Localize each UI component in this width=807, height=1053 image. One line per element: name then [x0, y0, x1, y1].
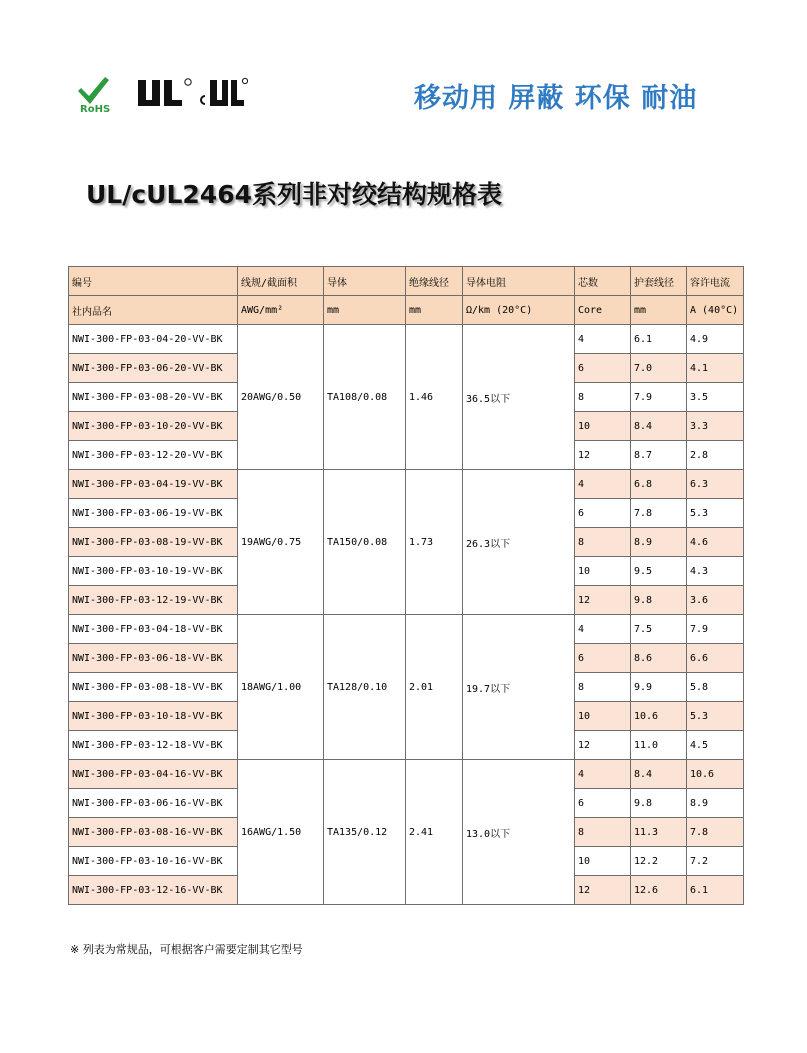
insulation-cell: 2.41: [406, 760, 463, 905]
core-cell: 12: [575, 876, 631, 905]
resistance-cell: 36.5以下: [463, 325, 575, 470]
current-cell: 6.3: [687, 470, 744, 499]
jacket-cell: 6.1: [631, 325, 687, 354]
core-cell: 6: [575, 789, 631, 818]
part-number-cell: NWI-300-FP-03-06-16-VV-BK: [69, 789, 238, 818]
gauge-cell: 18AWG/1.00: [238, 615, 324, 760]
part-number-cell: NWI-300-FP-03-08-20-VV-BK: [69, 383, 238, 412]
page-title: UL/cUL2464系列非对绞结构规格表: [86, 180, 502, 209]
current-cell: 5.3: [687, 702, 744, 731]
insulation-cell: 1.73: [406, 470, 463, 615]
insulation-cell: 1.46: [406, 325, 463, 470]
jacket-cell: 7.8: [631, 499, 687, 528]
core-cell: 10: [575, 557, 631, 586]
current-cell: 6.1: [687, 876, 744, 905]
jacket-cell: 11.3: [631, 818, 687, 847]
part-number-cell: NWI-300-FP-03-12-16-VV-BK: [69, 876, 238, 905]
jacket-cell: 9.5: [631, 557, 687, 586]
conductor-cell: TA135/0.12: [324, 760, 406, 905]
jacket-cell: 8.7: [631, 441, 687, 470]
current-cell: 10.6: [687, 760, 744, 789]
current-cell: 5.8: [687, 673, 744, 702]
resistance-cell: 13.0以下: [463, 760, 575, 905]
header-gauge: 线规/截面积: [238, 267, 324, 296]
current-cell: 3.3: [687, 412, 744, 441]
current-cell: 4.6: [687, 528, 744, 557]
rohs-label: RoHS: [80, 104, 111, 114]
core-cell: 4: [575, 615, 631, 644]
resistance-cell: 26.3以下: [463, 470, 575, 615]
header-conductor: mm: [324, 296, 406, 325]
header-core-count: Core: [575, 296, 631, 325]
spec-table: [68, 266, 744, 905]
header-part-number: 社内品名: [69, 296, 238, 325]
header-part-number: 编号: [69, 267, 238, 296]
core-cell: 6: [575, 644, 631, 673]
jacket-cell: 8.6: [631, 644, 687, 673]
header-jacket-diameter: mm: [631, 296, 687, 325]
jacket-cell: 7.9: [631, 383, 687, 412]
header-conductor: 导体: [324, 267, 406, 296]
part-number-cell: NWI-300-FP-03-08-16-VV-BK: [69, 818, 238, 847]
table-header-row: [69, 296, 744, 325]
part-number-cell: NWI-300-FP-03-10-19-VV-BK: [69, 557, 238, 586]
part-number-cell: NWI-300-FP-03-12-18-VV-BK: [69, 731, 238, 760]
header-resistance: 导体电阻: [463, 267, 575, 296]
gauge-cell: 20AWG/0.50: [238, 325, 324, 470]
jacket-cell: 8.9: [631, 528, 687, 557]
part-number-cell: NWI-300-FP-03-06-18-VV-BK: [69, 644, 238, 673]
core-cell: 8: [575, 673, 631, 702]
jacket-cell: 6.8: [631, 470, 687, 499]
rohs-check-icon: [78, 74, 118, 114]
part-number-cell: NWI-300-FP-03-10-16-VV-BK: [69, 847, 238, 876]
part-number-cell: NWI-300-FP-03-10-20-VV-BK: [69, 412, 238, 441]
core-cell: 10: [575, 847, 631, 876]
current-cell: 4.5: [687, 731, 744, 760]
jacket-cell: 12.6: [631, 876, 687, 905]
part-number-cell: NWI-300-FP-03-08-18-VV-BK: [69, 673, 238, 702]
core-cell: 12: [575, 441, 631, 470]
core-cell: 4: [575, 760, 631, 789]
core-cell: 8: [575, 818, 631, 847]
part-number-cell: NWI-300-FP-03-04-19-VV-BK: [69, 470, 238, 499]
current-cell: 2.8: [687, 441, 744, 470]
header-resistance: Ω/km (20°C): [463, 296, 575, 325]
header-allowed-current: A (40°C): [687, 296, 744, 325]
part-number-cell: NWI-300-FP-03-12-19-VV-BK: [69, 586, 238, 615]
current-cell: 7.2: [687, 847, 744, 876]
insulation-cell: 2.01: [406, 615, 463, 760]
core-cell: 6: [575, 499, 631, 528]
jacket-cell: 7.0: [631, 354, 687, 383]
core-cell: 4: [575, 325, 631, 354]
part-number-cell: NWI-300-FP-03-06-19-VV-BK: [69, 499, 238, 528]
table-row: [69, 615, 744, 644]
gauge-cell: 19AWG/0.75: [238, 470, 324, 615]
current-cell: 6.6: [687, 644, 744, 673]
ul-logo-icon: [134, 76, 194, 110]
core-cell: 12: [575, 586, 631, 615]
header-allowed-current: 容许电流: [687, 267, 744, 296]
current-cell: 8.9: [687, 789, 744, 818]
header-insulation-diameter: 绝缘线径: [406, 267, 463, 296]
header-insulation-diameter: mm: [406, 296, 463, 325]
jacket-cell: 9.8: [631, 586, 687, 615]
jacket-cell: 8.4: [631, 412, 687, 441]
current-cell: 3.5: [687, 383, 744, 412]
current-cell: 7.9: [687, 615, 744, 644]
current-cell: 3.6: [687, 586, 744, 615]
footnote: ※ 列表为常规品，可根据客户需要定制其它型号: [70, 943, 303, 956]
jacket-cell: 7.5: [631, 615, 687, 644]
core-cell: 8: [575, 383, 631, 412]
header-jacket-diameter: 护套线径: [631, 267, 687, 296]
part-number-cell: NWI-300-FP-03-04-18-VV-BK: [69, 615, 238, 644]
current-cell: 5.3: [687, 499, 744, 528]
current-cell: 4.9: [687, 325, 744, 354]
table-row: [69, 760, 744, 789]
jacket-cell: 8.4: [631, 760, 687, 789]
slogan: 移动用 屏蔽 环保 耐油: [414, 83, 698, 114]
part-number-cell: NWI-300-FP-03-10-18-VV-BK: [69, 702, 238, 731]
jacket-cell: 12.2: [631, 847, 687, 876]
current-cell: 4.1: [687, 354, 744, 383]
part-number-cell: NWI-300-FP-03-04-16-VV-BK: [69, 760, 238, 789]
header-core-count: 芯数: [575, 267, 631, 296]
jacket-cell: 9.9: [631, 673, 687, 702]
core-cell: 10: [575, 412, 631, 441]
conductor-cell: TA128/0.10: [324, 615, 406, 760]
part-number-cell: NWI-300-FP-03-08-19-VV-BK: [69, 528, 238, 557]
table-row: [69, 325, 744, 354]
table-header-row: [69, 267, 744, 296]
core-cell: 12: [575, 731, 631, 760]
header-gauge: AWG/mm²: [238, 296, 324, 325]
part-number-cell: NWI-300-FP-03-06-20-VV-BK: [69, 354, 238, 383]
core-cell: 4: [575, 470, 631, 499]
conductor-cell: TA108/0.08: [324, 325, 406, 470]
current-cell: 4.3: [687, 557, 744, 586]
resistance-cell: 19.7以下: [463, 615, 575, 760]
conductor-cell: TA150/0.08: [324, 470, 406, 615]
core-cell: 6: [575, 354, 631, 383]
core-cell: 10: [575, 702, 631, 731]
jacket-cell: 11.0: [631, 731, 687, 760]
cul-logo-icon: [196, 76, 248, 110]
table-row: [69, 470, 744, 499]
jacket-cell: 10.6: [631, 702, 687, 731]
gauge-cell: 16AWG/1.50: [238, 760, 324, 905]
current-cell: 7.8: [687, 818, 744, 847]
part-number-cell: NWI-300-FP-03-12-20-VV-BK: [69, 441, 238, 470]
core-cell: 8: [575, 528, 631, 557]
jacket-cell: 9.8: [631, 789, 687, 818]
part-number-cell: NWI-300-FP-03-04-20-VV-BK: [69, 325, 238, 354]
